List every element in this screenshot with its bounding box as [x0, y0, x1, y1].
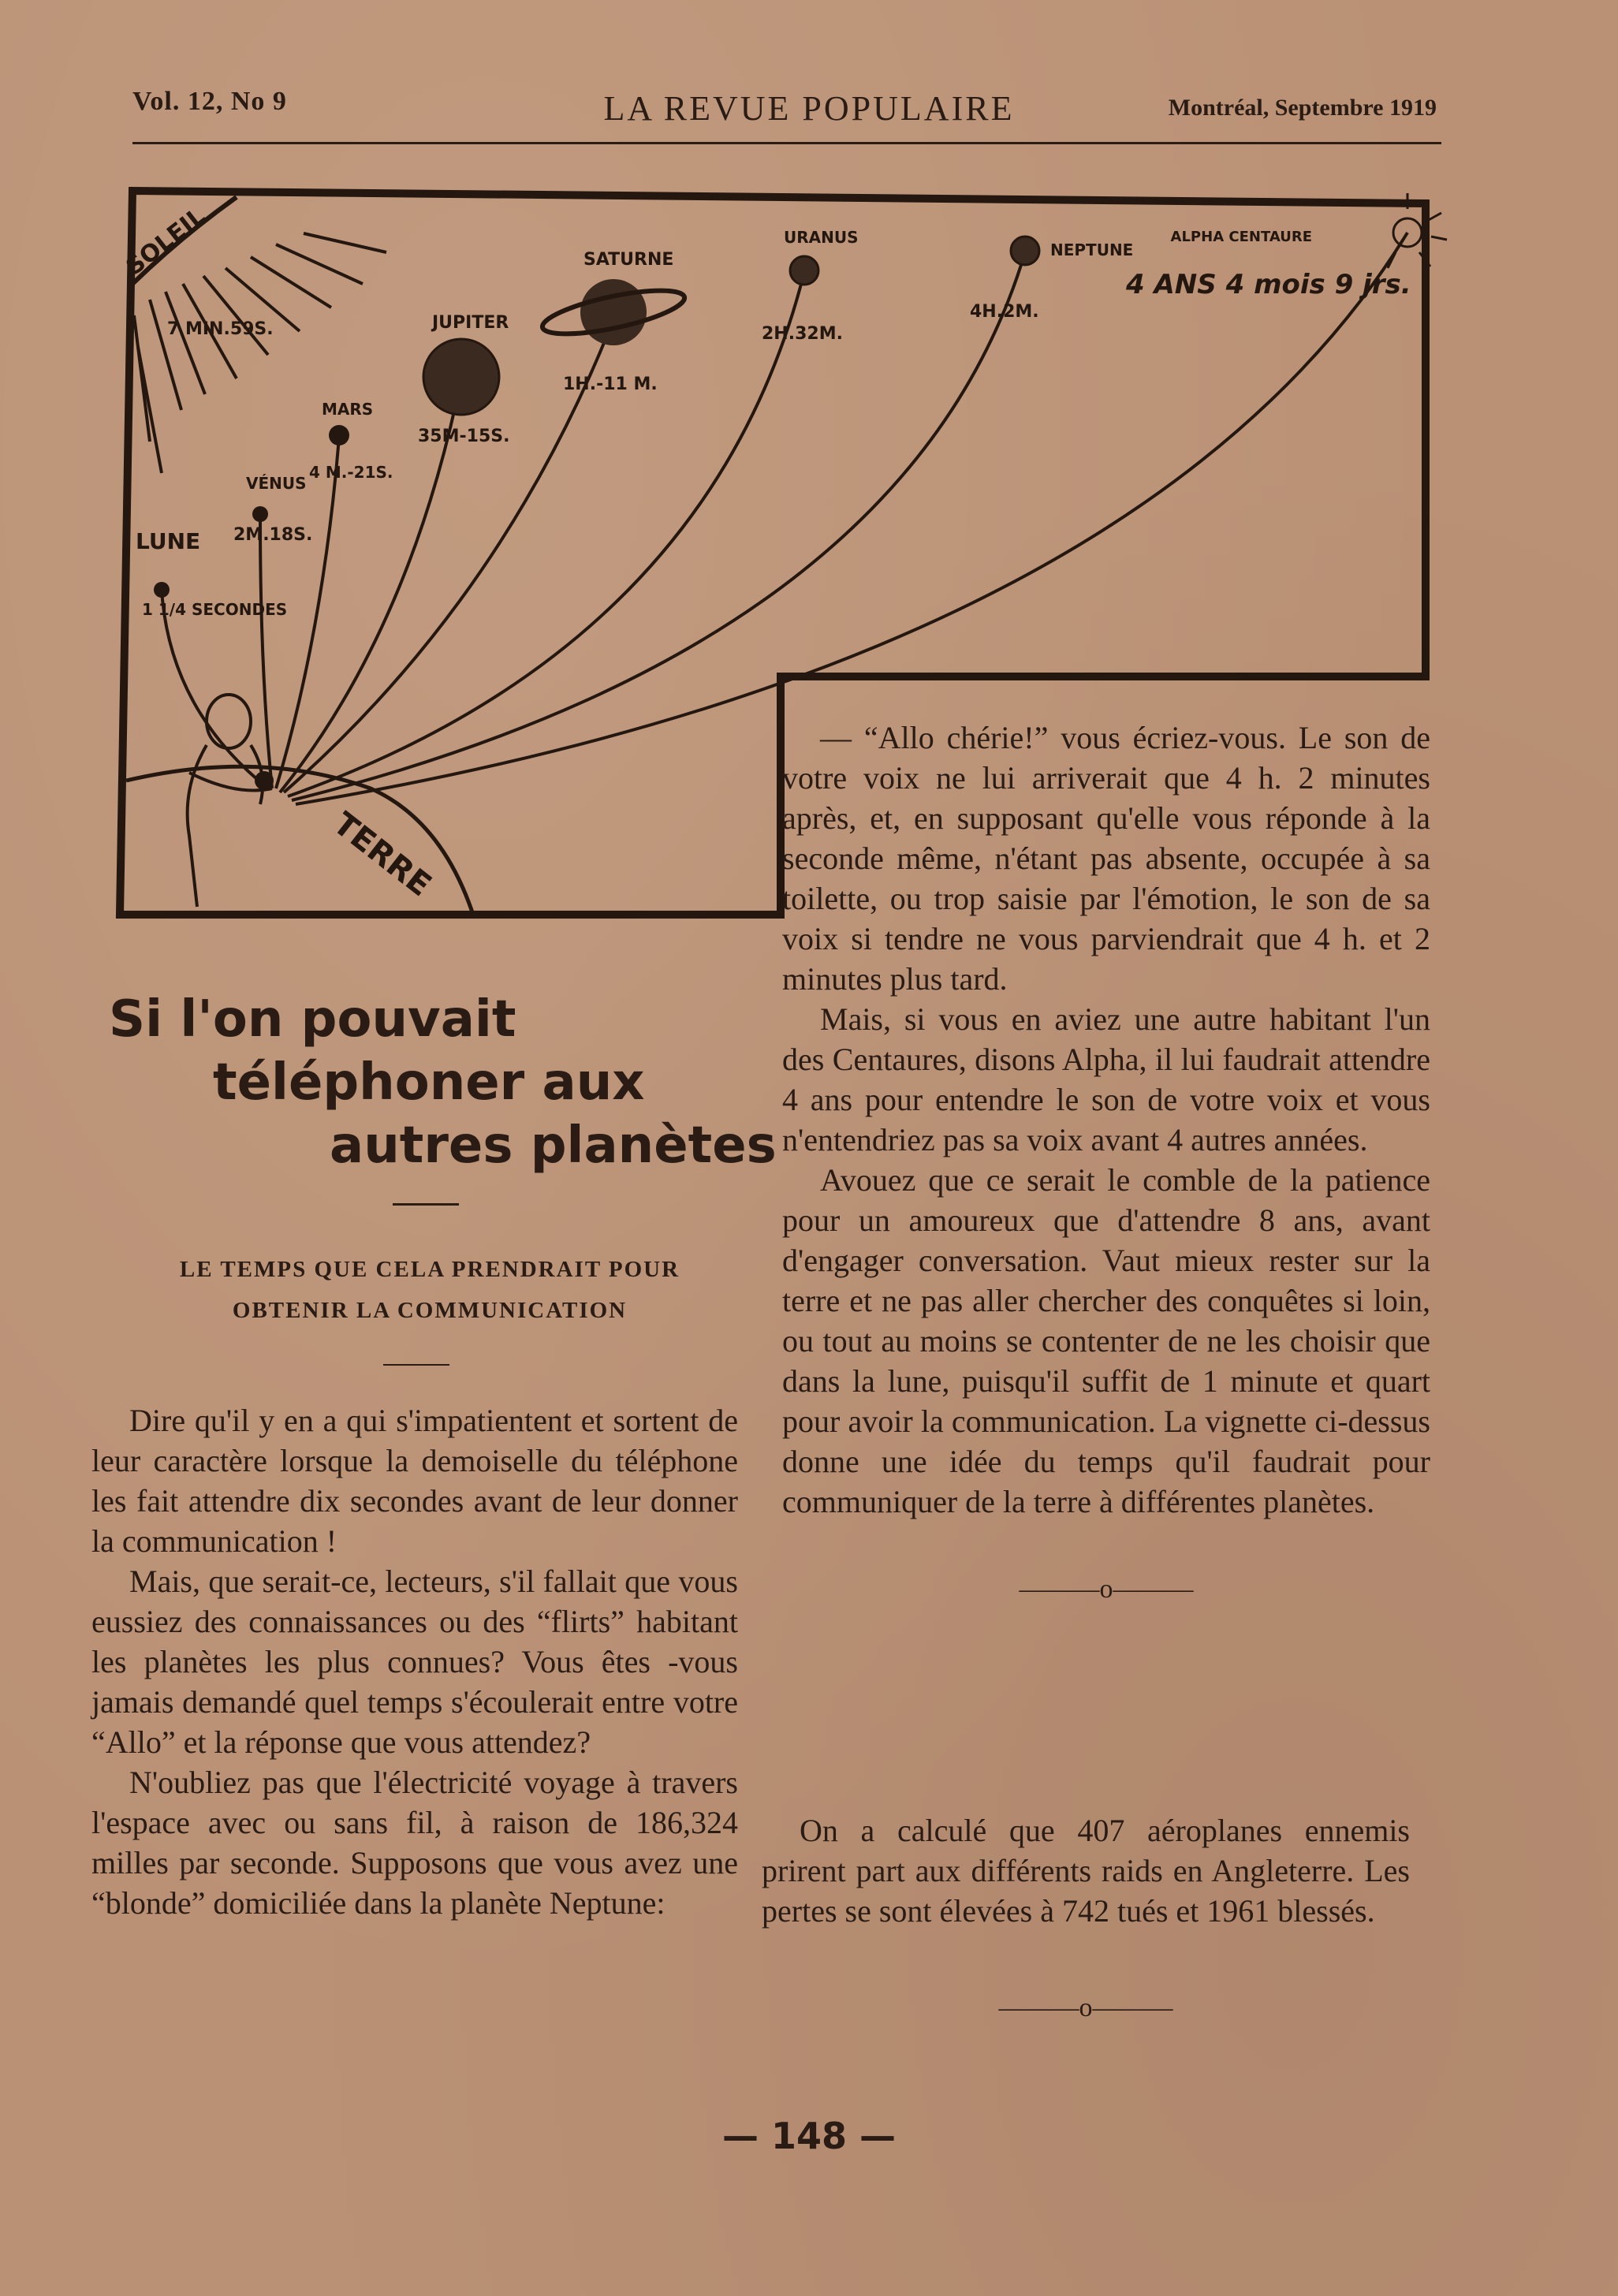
magazine-title: LA REVUE POPULAIRE: [603, 89, 1015, 128]
label-alpha-centaure: ALPHA CENTAURE: [1170, 229, 1312, 245]
label-venus: VÉNUS: [246, 474, 307, 493]
label-lune: LUNE: [136, 528, 201, 554]
subhead-line-2: OBTENIR LA COMMUNICATION: [232, 1298, 628, 1323]
label-saturne-time: 1H.-11 M.: [563, 375, 658, 394]
title-rule: [393, 1203, 459, 1206]
article-left-column: [91, 1400, 738, 1923]
paragraph: N'oubliez pas que l'électricité voyage à travers l'espace avec ou sans fil, à raison de 186,324 milles par seconde. Supposons que vous avez une “blonde” domiciliée dans la planète Neptune:: [91, 1765, 738, 1921]
article-title-line-1: Si l'on pouvait: [109, 990, 516, 1049]
volume-number: Vol. 12, No 9: [132, 87, 287, 116]
note-block: [762, 1810, 1410, 2028]
label-terre: TERRE: [326, 805, 438, 904]
telephonist-figure: [188, 695, 272, 907]
label-uranus: URANUS: [784, 228, 859, 247]
label-saturne: SATURNE: [583, 250, 674, 270]
label-alpha-time: 4 ANS 4 mois 9 jrs.: [1126, 269, 1411, 300]
label-neptune-time: 4H.2M.: [970, 302, 1039, 322]
label-uranus-time: 2H.32M.: [762, 324, 843, 344]
article-title-line-2: téléphoner aux: [213, 1053, 645, 1112]
article-title-line-3: autres planètes: [330, 1116, 777, 1175]
planet-neptune: [1011, 237, 1039, 265]
separator: ———o———: [1019, 1575, 1194, 1604]
subhead-line-1: LE TEMPS QUE CELA PRENDRAIT POUR: [179, 1257, 680, 1282]
label-lune-time: 1 1/4 SECONDES: [142, 600, 288, 619]
issue-date: Montréal, Septembre 1919: [1168, 95, 1437, 121]
planet-uranus: [790, 256, 818, 285]
label-jupiter: JUPITER: [432, 313, 509, 333]
label-venus-time: 2M.18S.: [233, 525, 313, 545]
label-neptune: NEPTUNE: [1050, 240, 1134, 259]
label-mars: MARS: [322, 400, 374, 419]
planet-venus: [252, 506, 268, 522]
page-number: — 148 —: [721, 2115, 897, 2157]
paragraph: — “Allo chérie!” vous écriez-vous. Le son de votre voix ne lui arriverait que 4 h. 2 minutes après, et, en supposant qu'elle vous réponde à la seconde même, n'étant pas absente, occupée à sa toilette, ou trop saisie par l'émotion, le son de sa voix si tendre ne vous parviendrait que 4 h. et 2 minutes plus tard.: [782, 720, 1430, 997]
label-mars-time: 4 M.-21S.: [309, 463, 393, 482]
subhead-rule: [383, 1364, 449, 1366]
article-right-column: [782, 718, 1430, 1609]
planet-lune: [154, 582, 170, 598]
planet-saturne: [539, 279, 688, 345]
paragraph: Avouez que ce serait le comble de la patience pour un amoureux que d'attendre 8 ans, avant d'engager conversation. Vaut mieux rester sur la terre et ne pas aller chercher des conquêtes si loin, ou tout au moins se contenter de ne les choisir que dans la lune, puisqu'il suffit de 1 minute et quart pour avoir la communication. La vignette ci-dessus donne une idée du temps qu'il faudrait pour communiquer de la terre à différentes planètes.: [782, 1162, 1430, 1519]
note-paragraph: On a calculé que 407 aéroplanes ennemis prirent part aux différents raids en Angleterre. Les pertes se sont élevées à 742 tués et 1961 blessés.: [762, 1813, 1410, 1929]
paragraph: Dire qu'il y en a qui s'impatientent et sortent de leur caractère lorsque la demoiselle du téléphone les fait attendre dix secondes avant de leur donner la communication !: [91, 1403, 738, 1559]
label-soleil: SOLEIL: [121, 202, 211, 281]
note-separator: ———o———: [998, 1993, 1173, 2022]
article-subhead: [95, 1249, 765, 1331]
planet-jupiter: [423, 339, 499, 415]
paragraph: Mais, que serait-ce, lecteurs, s'il fallait que vous eussiez des connaissances ou des “flirts” habitant les planètes les plus connues? Vous êtes -vous jamais demandé quel temps s'écoulerait entre votre “Allo” et la réponse que vous attendez?: [91, 1564, 738, 1760]
paragraph: Mais, si vous en aviez une autre habitant l'un des Centaures, disons Alpha, il lui faudrait attendre 4 ans pour entendre le son de votre voix et vous n'entendriez pas sa voix avant 4 autres années.: [782, 1001, 1430, 1157]
planet-mars: [329, 425, 349, 445]
label-jupiter-time: 35M-15S.: [418, 427, 510, 446]
label-soleil-time: 7 MIN.59S.: [167, 319, 274, 339]
